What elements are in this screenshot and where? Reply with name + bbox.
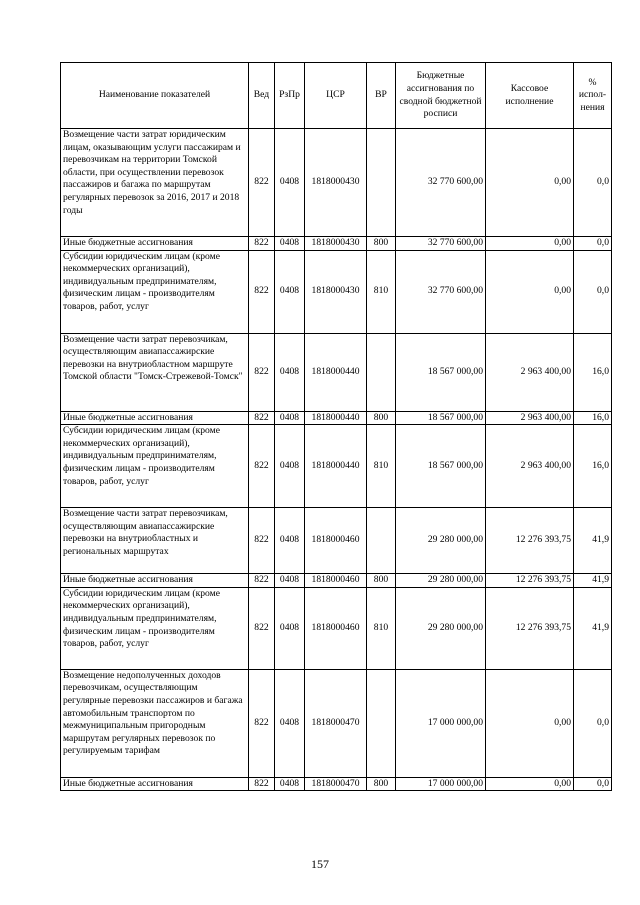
row-ved: 822 — [249, 411, 275, 425]
table-row — [61, 250, 612, 333]
row-cash: 12 276 393,75 — [486, 508, 574, 574]
row-csr: 1818000470 — [305, 777, 367, 791]
table-row — [61, 669, 612, 777]
budget-execution-table — [60, 62, 612, 791]
row-budget: 32 770 600,00 — [396, 237, 486, 251]
row-csr: 1818000440 — [305, 425, 367, 508]
row-ved: 822 — [249, 508, 275, 574]
header-csr: ЦСР — [305, 63, 367, 129]
row-csr: 1818000460 — [305, 508, 367, 574]
row-name: Возмещение недополученных доходов перевозчикам, осуществляющим регулярные перевозки пассажиров и багажа автомобильным транспортом по межмуниципальным пригородным маршрутам регулярных перевозок по регулируемым тарифам — [61, 669, 249, 777]
table-header-row — [61, 63, 612, 129]
header-budget: Бюджетные ассигнования по сводной бюджетной росписи — [396, 63, 486, 129]
row-vr: 810 — [367, 250, 396, 333]
row-rzpr: 0408 — [275, 237, 305, 251]
row-csr: 1818000440 — [305, 333, 367, 411]
header-name: Наименование показателей — [61, 63, 249, 129]
row-ved: 822 — [249, 669, 275, 777]
row-name: Субсидии юридическим лицам (кроме некоммерческих организаций), индивидуальным предпринимателям, физическим лицам - производителям товаров, работ, услуг — [61, 250, 249, 333]
row-name: Иные бюджетные ассигнования — [61, 777, 249, 791]
row-name: Возмещение части затрат перевозчикам, осуществляющим авиапассажирские перевозки на внутриобластных и региональных маршрутах — [61, 508, 249, 574]
table-row — [61, 425, 612, 508]
row-rzpr: 0408 — [275, 587, 305, 669]
row-budget: 29 280 000,00 — [396, 574, 486, 588]
row-rzpr: 0408 — [275, 574, 305, 588]
table-row — [61, 777, 612, 791]
row-percent: 0,0 — [574, 669, 612, 777]
header-rzpr: РзПр — [275, 63, 305, 129]
row-vr — [367, 129, 396, 237]
row-cash: 0,00 — [486, 129, 574, 237]
row-budget: 32 770 600,00 — [396, 250, 486, 333]
row-rzpr: 0408 — [275, 425, 305, 508]
row-csr: 1818000430 — [305, 237, 367, 251]
page-number: 157 — [311, 857, 329, 871]
row-cash: 2 963 400,00 — [486, 425, 574, 508]
row-vr — [367, 333, 396, 411]
row-percent: 0,0 — [574, 237, 612, 251]
row-percent: 16,0 — [574, 333, 612, 411]
row-name: Субсидии юридическим лицам (кроме некоммерческих организаций), индивидуальным предпринимателям, физическим лицам - производителям товаров, работ, услуг — [61, 425, 249, 508]
row-rzpr: 0408 — [275, 508, 305, 574]
row-budget: 18 567 000,00 — [396, 411, 486, 425]
table-row — [61, 587, 612, 669]
header-cash: Кассовое исполнение — [486, 63, 574, 129]
row-name: Возмещение части затрат юридическим лицам, оказывающим услуги пассажирам и перевозчикам на территории Томской области, при осуществлении перевозок пассажиров и багажа по маршрутам регулярных перевозок за 2016, 2017 и 2018 годы — [61, 129, 249, 237]
header-ved: Вед — [249, 63, 275, 129]
row-budget: 29 280 000,00 — [396, 508, 486, 574]
row-csr: 1818000440 — [305, 411, 367, 425]
row-rzpr: 0408 — [275, 250, 305, 333]
row-csr: 1818000430 — [305, 250, 367, 333]
row-vr: 800 — [367, 237, 396, 251]
table-row — [61, 333, 612, 411]
row-cash: 12 276 393,75 — [486, 574, 574, 588]
row-name: Иные бюджетные ассигнования — [61, 574, 249, 588]
row-ved: 822 — [249, 129, 275, 237]
row-vr — [367, 508, 396, 574]
table-row — [61, 508, 612, 574]
row-csr: 1818000470 — [305, 669, 367, 777]
row-budget: 18 567 000,00 — [396, 333, 486, 411]
row-vr: 800 — [367, 411, 396, 425]
row-rzpr: 0408 — [275, 333, 305, 411]
row-budget: 17 000 000,00 — [396, 777, 486, 791]
row-percent: 41,9 — [574, 508, 612, 574]
row-percent: 41,9 — [574, 574, 612, 588]
row-cash: 0,00 — [486, 250, 574, 333]
row-name: Субсидии юридическим лицам (кроме некоммерческих организаций), индивидуальным предпринимателям, физическим лицам - производителям товаров, работ, услуг — [61, 587, 249, 669]
row-vr — [367, 669, 396, 777]
row-csr: 1818000460 — [305, 587, 367, 669]
row-rzpr: 0408 — [275, 669, 305, 777]
row-cash: 2 963 400,00 — [486, 411, 574, 425]
row-percent: 41,9 — [574, 587, 612, 669]
row-cash: 0,00 — [486, 777, 574, 791]
row-ved: 822 — [249, 250, 275, 333]
row-vr: 810 — [367, 425, 396, 508]
row-percent: 0,0 — [574, 129, 612, 237]
row-budget: 32 770 600,00 — [396, 129, 486, 237]
row-percent: 16,0 — [574, 411, 612, 425]
row-ved: 822 — [249, 587, 275, 669]
row-percent: 0,0 — [574, 250, 612, 333]
row-ved: 822 — [249, 777, 275, 791]
header-percent: % испол-нения — [574, 63, 612, 129]
row-cash: 2 963 400,00 — [486, 333, 574, 411]
row-cash: 0,00 — [486, 237, 574, 251]
row-vr: 800 — [367, 574, 396, 588]
row-ved: 822 — [249, 425, 275, 508]
row-budget: 29 280 000,00 — [396, 587, 486, 669]
row-percent: 16,0 — [574, 425, 612, 508]
header-vr: ВР — [367, 63, 396, 129]
row-name: Иные бюджетные ассигнования — [61, 411, 249, 425]
row-percent: 0,0 — [574, 777, 612, 791]
row-ved: 822 — [249, 237, 275, 251]
row-cash: 0,00 — [486, 669, 574, 777]
table-row — [61, 574, 612, 588]
table-row — [61, 411, 612, 425]
row-vr: 810 — [367, 587, 396, 669]
row-budget: 18 567 000,00 — [396, 425, 486, 508]
row-name: Иные бюджетные ассигнования — [61, 237, 249, 251]
row-csr: 1818000430 — [305, 129, 367, 237]
row-csr: 1818000460 — [305, 574, 367, 588]
row-ved: 822 — [249, 333, 275, 411]
row-rzpr: 0408 — [275, 411, 305, 425]
row-rzpr: 0408 — [275, 777, 305, 791]
table-row — [61, 237, 612, 251]
row-name: Возмещение части затрат перевозчикам, осуществляющим авиапассажирские перевозки на внутриобластном маршруте Томской области "Томск-Стрежевой-Томск" — [61, 333, 249, 411]
row-rzpr: 0408 — [275, 129, 305, 237]
row-cash: 12 276 393,75 — [486, 587, 574, 669]
row-budget: 17 000 000,00 — [396, 669, 486, 777]
row-ved: 822 — [249, 574, 275, 588]
row-vr: 800 — [367, 777, 396, 791]
table-row — [61, 129, 612, 237]
